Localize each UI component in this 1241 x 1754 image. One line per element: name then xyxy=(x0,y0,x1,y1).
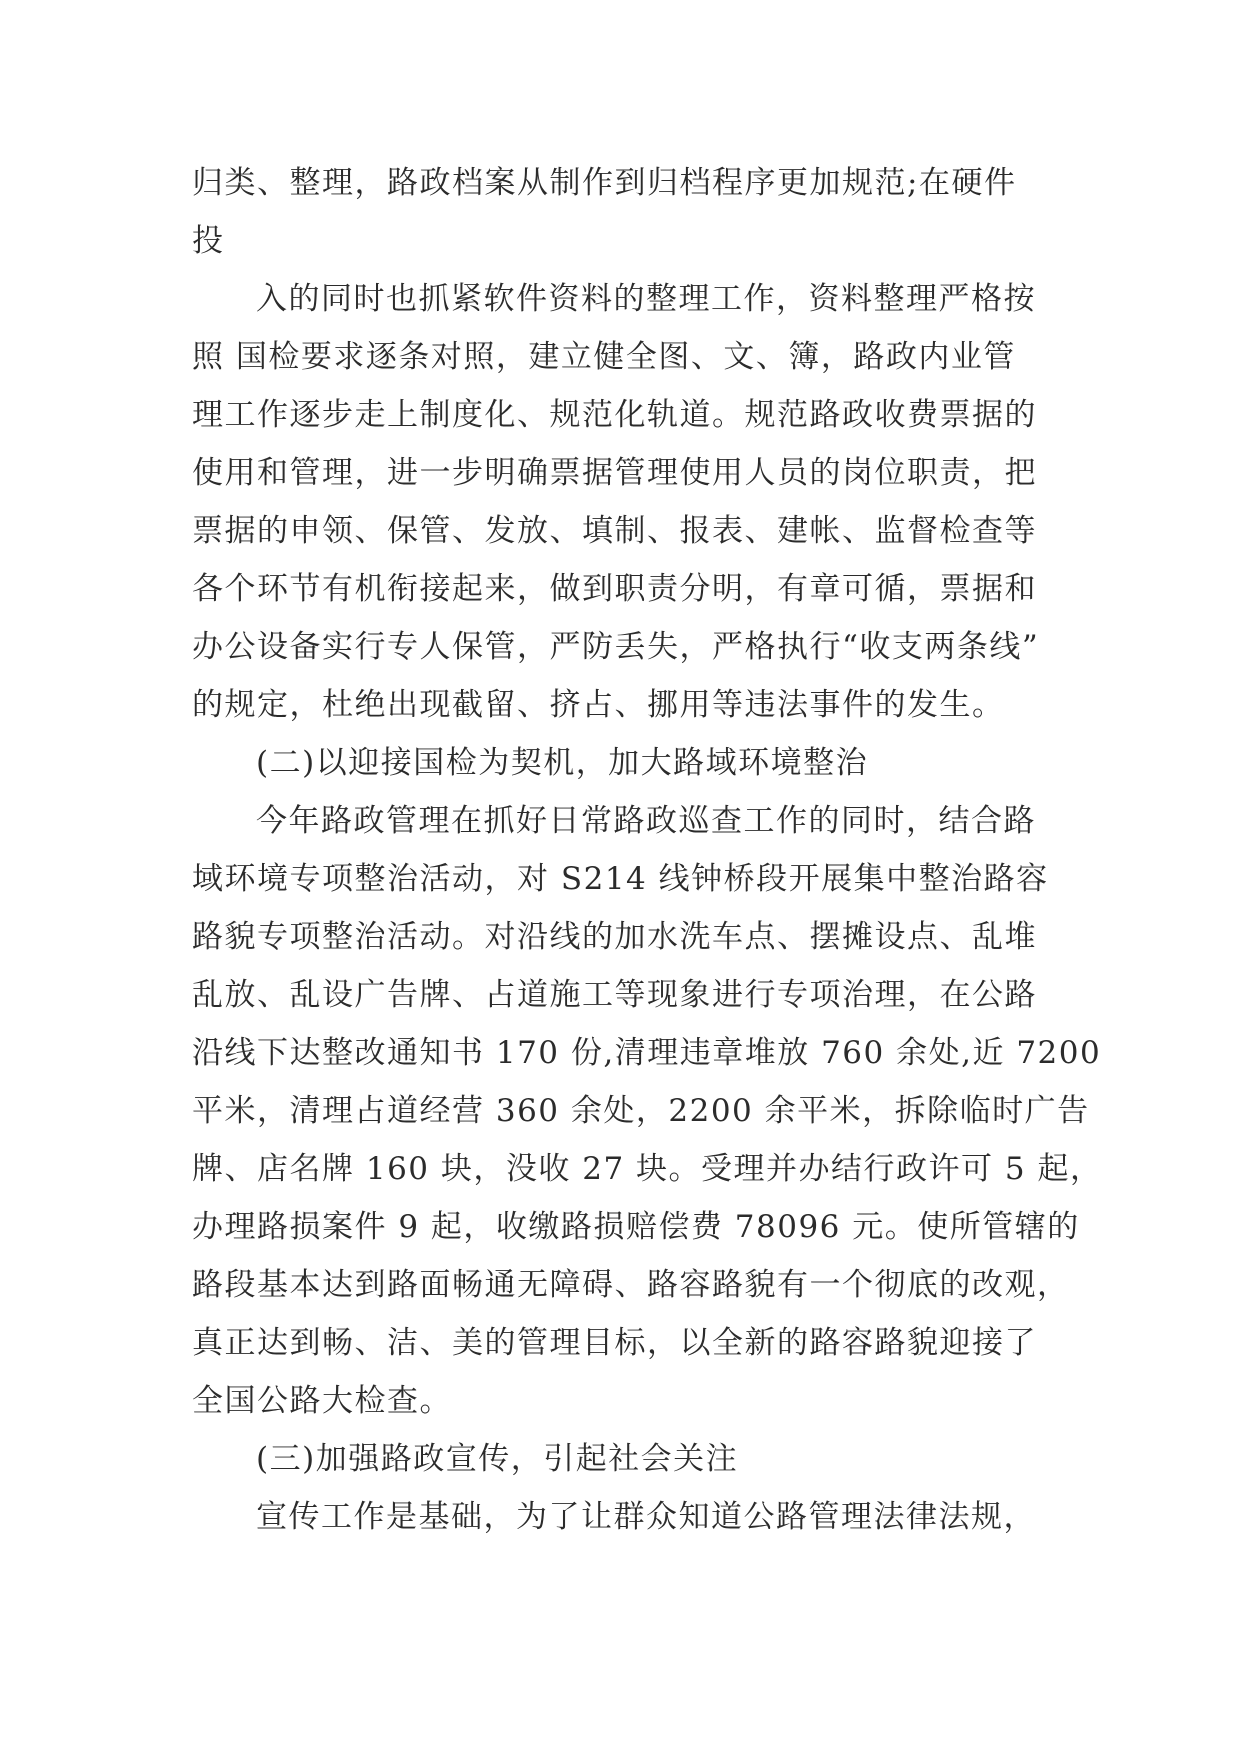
section-heading: (三)加强路政宣传，引起社会关注 xyxy=(256,1441,739,1477)
text-line: 域环境专项整治活动，对 S214 线钟桥段开展集中整治路容 xyxy=(192,861,1049,897)
text-line: 宣传工作是基础，为了让群众知道公路管理法律法规， xyxy=(256,1499,1036,1535)
text-line: 归类、整理，路政档案从制作到归档程序更加规范;在硬件 xyxy=(192,165,1017,201)
text-line: 路貌专项整治活动。对沿线的加水洗车点、摆摊设点、乱堆 xyxy=(192,919,1037,955)
text-line: 沿线下达整改通知书 170 份,清理违章堆放 760 余处,近 7200 xyxy=(192,1035,1102,1071)
text-line: 入的同时也抓紧软件资料的整理工作，资料整理严格按 xyxy=(256,281,1036,317)
text-line: 路段基本达到路面畅通无障碍、路容路貌有一个彻底的改观， xyxy=(192,1267,1070,1303)
text-line: 票据的申领、保管、发放、填制、报表、建帐、监督检查等 xyxy=(192,513,1037,549)
text-line: 今年路政管理在抓好日常路政巡查工作的同时，结合路 xyxy=(256,803,1036,839)
text-line: 平米，清理占道经营 360 余处，2200 余平米，拆除临时广告 xyxy=(192,1093,1090,1129)
text-line: 的规定，杜绝出现截留、挤占、挪用等违法事件的发生。 xyxy=(192,687,1005,723)
text-line: 办理路损案件 9 起，收缴路损赔偿费 78096 元。使所管辖的 xyxy=(192,1209,1080,1245)
document-body xyxy=(192,154,1103,1546)
text-line: 牌、店名牌 160 块，没收 27 块。受理并办结行政许可 5 起， xyxy=(192,1151,1103,1187)
text-line: 照 国检要求逐条对照，建立健全图、文、簿，路政内业管 xyxy=(192,339,1016,375)
text-line: 理工作逐步走上制度化、规范化轨道。规范路政收费票据的 xyxy=(192,397,1037,433)
text-line: 全国公路大检查。 xyxy=(192,1383,452,1419)
text-line: 真正达到畅、洁、美的管理目标，以全新的路容路貌迎接了 xyxy=(192,1325,1037,1361)
text-line: 投 xyxy=(192,223,225,259)
text-line: 乱放、乱设广告牌、占道施工等现象进行专项治理，在公路 xyxy=(192,977,1037,1013)
text-line: 使用和管理，进一步明确票据管理使用人员的岗位职责，把 xyxy=(192,455,1037,491)
section-heading: (二)以迎接国检为契机，加大路域环境整治 xyxy=(256,745,869,781)
text-line: 办公设备实行专人保管，严防丢失，严格执行“收支两条线” xyxy=(192,629,1040,665)
text-line: 各个环节有机衔接起来，做到职责分明，有章可循，票据和 xyxy=(192,571,1037,607)
